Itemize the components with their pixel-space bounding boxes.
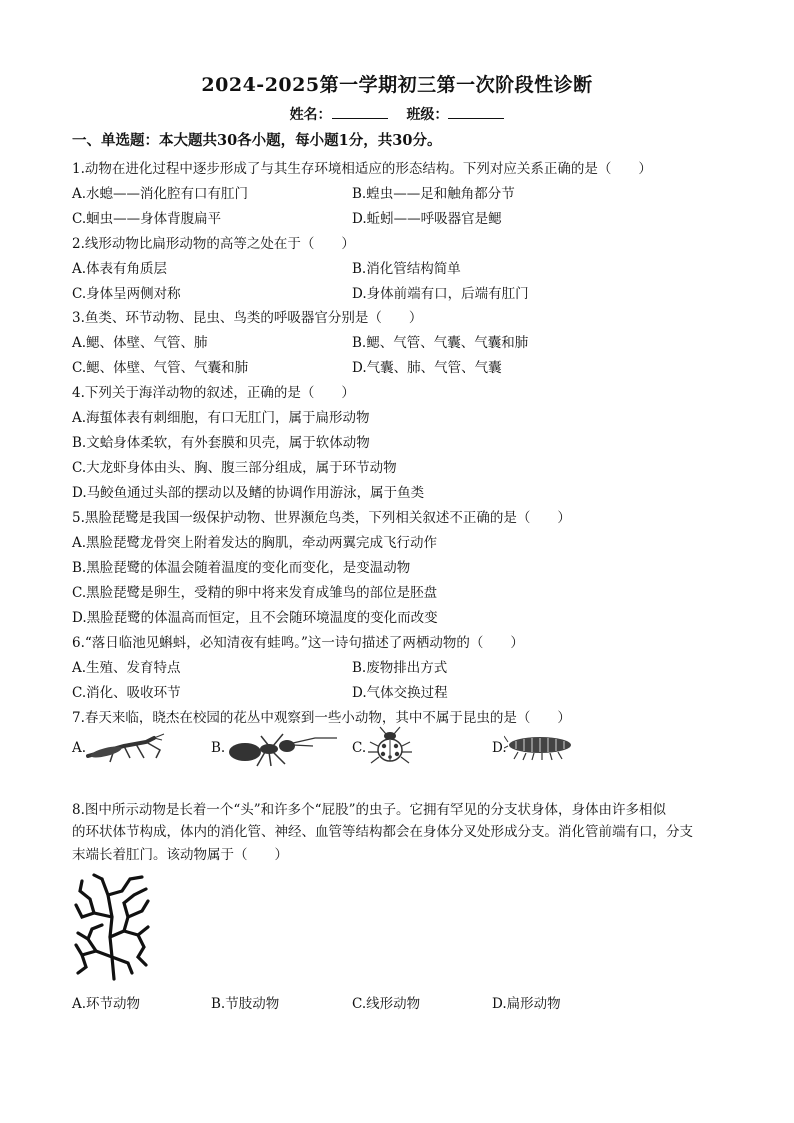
option-a[interactable]: A.海蜇体表有刺细胞，有口无肛门，属于扁形动物 bbox=[72, 410, 370, 426]
option-c[interactable]: C.鳃、体壁、气管、气囊和肺 bbox=[72, 360, 249, 376]
option-d[interactable]: D.气囊、肺、气管、气囊 bbox=[352, 360, 502, 376]
option-b[interactable]: B.节肢动物 bbox=[211, 996, 280, 1012]
option-d[interactable]: D.身体前端有口，后端有肛门 bbox=[352, 286, 529, 302]
option-b[interactable]: B.消化管结构简单 bbox=[352, 261, 461, 277]
option-c[interactable]: C.消化、吸收环节 bbox=[72, 685, 181, 701]
question-stem-line: 的环状体节构成，体内的消化管、神经、血管等结构都会在身体分叉处形成分支。消化管前端有口，分支 bbox=[72, 824, 693, 840]
student-info-line bbox=[0, 104, 794, 124]
question-stem: 1.动物在进化过程中逐步形成了与其生存环境相适应的形态结构。下列对应关系正确的是（ ） bbox=[72, 161, 652, 177]
option-a[interactable]: A.水螅——消化腔有口有肛门 bbox=[72, 186, 249, 202]
option-d[interactable]: D.黑脸琵鹭的体温高而恒定，且不会随环境温度的变化而改变 bbox=[72, 610, 438, 626]
option-d[interactable]: D.扁形动物 bbox=[492, 996, 561, 1012]
woodlouse-icon bbox=[504, 732, 576, 762]
option-b[interactable]: B.蝗虫——足和触角都分节 bbox=[352, 186, 515, 202]
option-a[interactable]: A.体表有角质层 bbox=[72, 261, 168, 277]
option-a[interactable]: A.鳃、体壁、气管、肺 bbox=[72, 335, 208, 351]
question-stem: 6.“落日临池见蝌蚪，必知清夜有蛙鸣。”这一诗句描述了两栖动物的（ ） bbox=[72, 635, 524, 651]
option-a[interactable]: A.环节动物 bbox=[72, 996, 141, 1012]
option-c[interactable]: C.身体呈两侧对称 bbox=[72, 286, 181, 302]
question-stem: 5.黑脸琵鹭是我国一级保护动物、世界濒危鸟类，下列相关叙述不正确的是（ ） bbox=[72, 510, 571, 526]
option-a[interactable]: A.生殖、发育特点 bbox=[72, 660, 181, 676]
option-c[interactable] bbox=[352, 740, 366, 756]
ant-icon bbox=[225, 732, 341, 768]
question-stem: 4.下列关于海洋动物的叙述，正确的是（ ） bbox=[72, 385, 355, 401]
option-d[interactable]: D.马鲛鱼通过头部的摆动以及鳍的协调作用游泳，属于鱼类 bbox=[72, 485, 425, 501]
option-letter: A. bbox=[72, 740, 87, 756]
option-a[interactable] bbox=[72, 740, 86, 756]
option-b[interactable]: B.废物排出方式 bbox=[352, 660, 448, 676]
question-stem: 7.春天来临，晓杰在校园的花丛中观察到一些小动物，其中不属于昆虫的是（ ） bbox=[72, 710, 571, 726]
option-b[interactable]: B.黑脸琵鹭的体温会随着温度的变化而变化，是变温动物 bbox=[72, 560, 411, 576]
option-d[interactable]: D.蚯蚓——呼吸器官是鳃 bbox=[352, 211, 502, 227]
section-heading: 一、单选题：本大题共30各小题，每小题1分，共30分。 bbox=[72, 132, 442, 149]
option-d[interactable]: D.气体交换过程 bbox=[352, 685, 448, 701]
option-c[interactable]: C.黑脸琵鹭是卵生，受精的卵中将来发育成雏鸟的部位是胚盘 bbox=[72, 585, 438, 601]
option-c[interactable]: C.蛔虫——身体背腹扁平 bbox=[72, 211, 222, 227]
mantis-icon bbox=[84, 732, 166, 766]
option-letter: B. bbox=[211, 740, 226, 756]
question-stem: 2.线形动物比扁形动物的高等之处在于（ ） bbox=[72, 236, 355, 252]
question-stem: 3.鱼类、环节动物、昆虫、鸟类的呼吸器官分别是（ ） bbox=[72, 310, 423, 326]
option-letter: D. bbox=[492, 740, 507, 756]
option-d[interactable] bbox=[492, 740, 507, 756]
option-c[interactable]: C.线形动物 bbox=[352, 996, 421, 1012]
option-c[interactable]: C.大龙虾身体由头、胸、腹三部分组成，属于环节动物 bbox=[72, 460, 397, 476]
class-label: 班级： bbox=[406, 107, 449, 123]
option-b[interactable]: B.文蛤身体柔软，有外套膜和贝壳，属于软体动物 bbox=[72, 435, 370, 451]
name-blank[interactable] bbox=[332, 104, 388, 119]
option-a[interactable]: A.黑脸琵鹭龙骨突上附着发达的胸肌，牵动两翼完成飞行动作 bbox=[72, 535, 438, 551]
option-b[interactable]: B.鳃、气管、气囊、气囊和肺 bbox=[352, 335, 529, 351]
branching-worm-icon bbox=[72, 873, 152, 983]
question-stem-line: 末端长着肛门。该动物属于（ ） bbox=[72, 847, 288, 863]
ladybug-icon bbox=[364, 726, 416, 766]
question-stem-line: 8.图中所示动物是长着一个“头”和许多个“屁股”的虫子。它拥有罕见的分支状身体，身体由许多相似 bbox=[72, 802, 666, 818]
page-title: 2024-2025第一学期初三第一次阶段性诊断 bbox=[201, 74, 593, 96]
option-b[interactable] bbox=[211, 740, 225, 756]
class-blank[interactable] bbox=[448, 104, 504, 119]
option-letter: C. bbox=[352, 740, 367, 756]
name-label: 姓名： bbox=[289, 107, 332, 123]
